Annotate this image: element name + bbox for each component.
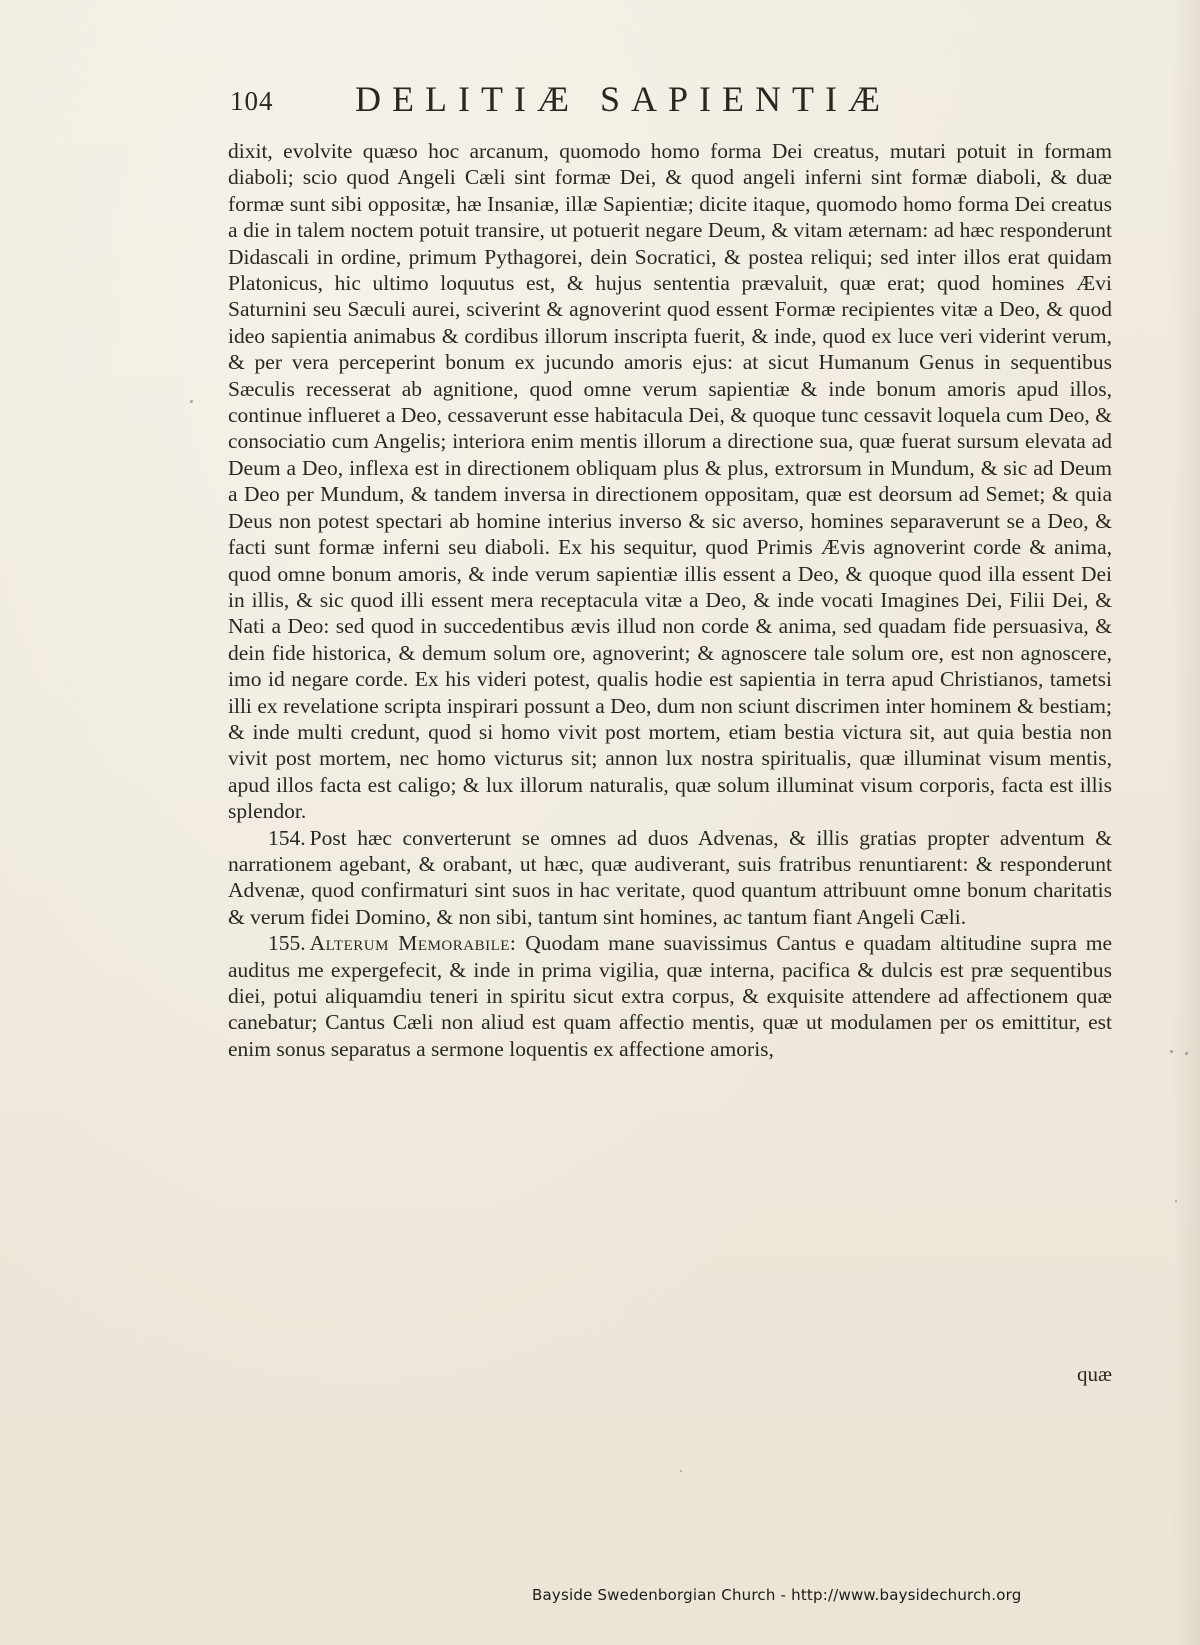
body-text (228, 138, 1112, 1062)
paragraph-continued (228, 138, 1112, 825)
page-number: 104 (230, 86, 274, 116)
page-header (230, 78, 1110, 128)
paper-speck (1175, 1200, 1177, 1202)
paper-speck (1185, 1052, 1188, 1055)
running-title: DELITIÆ SAPIENTIÆ (355, 79, 891, 119)
paper-speck (190, 400, 193, 403)
paper-speck (680, 1470, 682, 1472)
paragraph-text: Quodam mane suavissimus Cantus e quadam altitudine supra me auditus me expergefecit, & inde in prima vigilia, quæ interna, pacifica & dulcis est præ sequentibus diei, potui aliquamdiu teneri in spiritu sicut extra corpus, & exquisite attendere ad affectionem quæ canebatur; Cantus Cæli non aliud est quam affectio mentis, quæ ut modulamen per os emittitur, est enim sonus separatus a sermone loquentis ex affectione amoris, (228, 931, 1112, 1061)
paragraph-number: 154. (268, 825, 306, 850)
paragraph-text: dixit, evolvite quæso hoc arcanum, quomodo homo forma Dei creatus, mutari potuit in formam diaboli; scio quod Angeli Cæli sint formæ Dei, & quod angeli inferni sint formæ diaboli, & duæ formæ sunt sibi oppositæ, hæ Insaniæ, illæ Sapientiæ; dicite itaque, quomodo homo forma Dei creatus a die in talem noctem potuit transire, ut potuerit negare Deum, & vitam æternam: ad hæc responderunt Didascali in ordine, primum Pythagorei, dein Socratici, & postea reliqui; sed inter illos erat quidam Platonicus, hic ultimo loquutus est, & hujus sententia prævaluit, quæ erat; quod homines Ævi Saturnini seu Sæculi aurei, sciverint & agnoverint quod essent Formæ recipientes vitæ a Deo, & quod ideo sapientia animabus & cordibus illorum inscripta fuerit, & inde, quod ex luce veri viderint verum, & per vera perceperint bonum ex jucundo amoris ejus: at sicut Humanum Genus in sequentibus Sæculis recesserat ab agnitione, quod omne verum sapientiæ & inde bonum amoris apud illos, continue influeret a Deo, cessaverunt esse habitacula Dei, & quoque tunc cessavit loquela cum Deo, & consociatio cum Angelis; interiora enim mentis illorum a directione sua, quæ fuerat sursum elevata ad Deum a Deo, inflexa est in directionem obliquam plus & plus, extrorsum in Mundum, & sic ad Deum a Deo per Mundum, & tandem inversa in directionem oppositam, quæ est deorsum ad Semet; & quia Deus non potest spectari ab homine interius inverso & sic averso, homines separaverunt se a Deo, & facti sunt formæ inferni seu diaboli. Ex his sequitur, quod Primis Ævis agnoverint corde & anima, quod omne bonum amoris, & inde verum sapientiæ illis essent a Deo, & quoque quod illa essent Dei in illis, & sic quod illi essent mera receptacula vitæ a Deo, & inde vocati Imagines Dei, Filii Dei, & Nati a Deo: sed quod in succedentibus ævis illud non corde & anima, sed quadam fide persuasiva, & dein fide historica, & demum solum ore, agnoverint; & agnoscere tale solum ore, est non agnoscere, imo id negare corde. Ex his videri potest, qualis hodie est sapientia in terra apud Christianos, tametsi illi ex revelatione scripta inspirari possunt a Deo, dum non sciunt discrimen inter hominem & bestiam; & inde multi credunt, quod si homo vivit post mortem, etiam bestia victura sit, aut quia bestia non vivit post mortem, nec homo victurus sit; annon lux nostra spiritualis, quæ illuminat visum mentis, apud illos facta est caligo; & lux illorum naturalis, quæ solum illuminat visum corporis, facta est illis splendor. (228, 139, 1112, 824)
section-heading: Alterum Memorabile: (309, 931, 517, 956)
paragraph-number: 155. (268, 931, 306, 956)
footer-credit: Bayside Swedenborgian Church - http://www.baysidechurch.org (532, 1586, 1022, 1604)
page-edge-shadow (1172, 0, 1200, 1645)
paper-speck (1170, 1050, 1173, 1053)
paragraph-text: Post hæc converterunt se omnes ad duos Advenas, & illis gratias propter adventum & narrationem agebant, & orabant, ut hæc, quæ audiverant, suis fratribus renuntiarent: & responderunt Advenæ, quod confirmaturi sint suos in hac veritate, quod quantum attribuunt omne bonum charitatis & verum fidei Domino, & non sibi, tantum sint homines, ac tantum fiant Angeli Cæli. (228, 825, 1112, 929)
paragraph-154 (228, 825, 1112, 931)
catchword: quæ (1076, 1362, 1112, 1386)
paragraph-155 (228, 930, 1112, 1062)
